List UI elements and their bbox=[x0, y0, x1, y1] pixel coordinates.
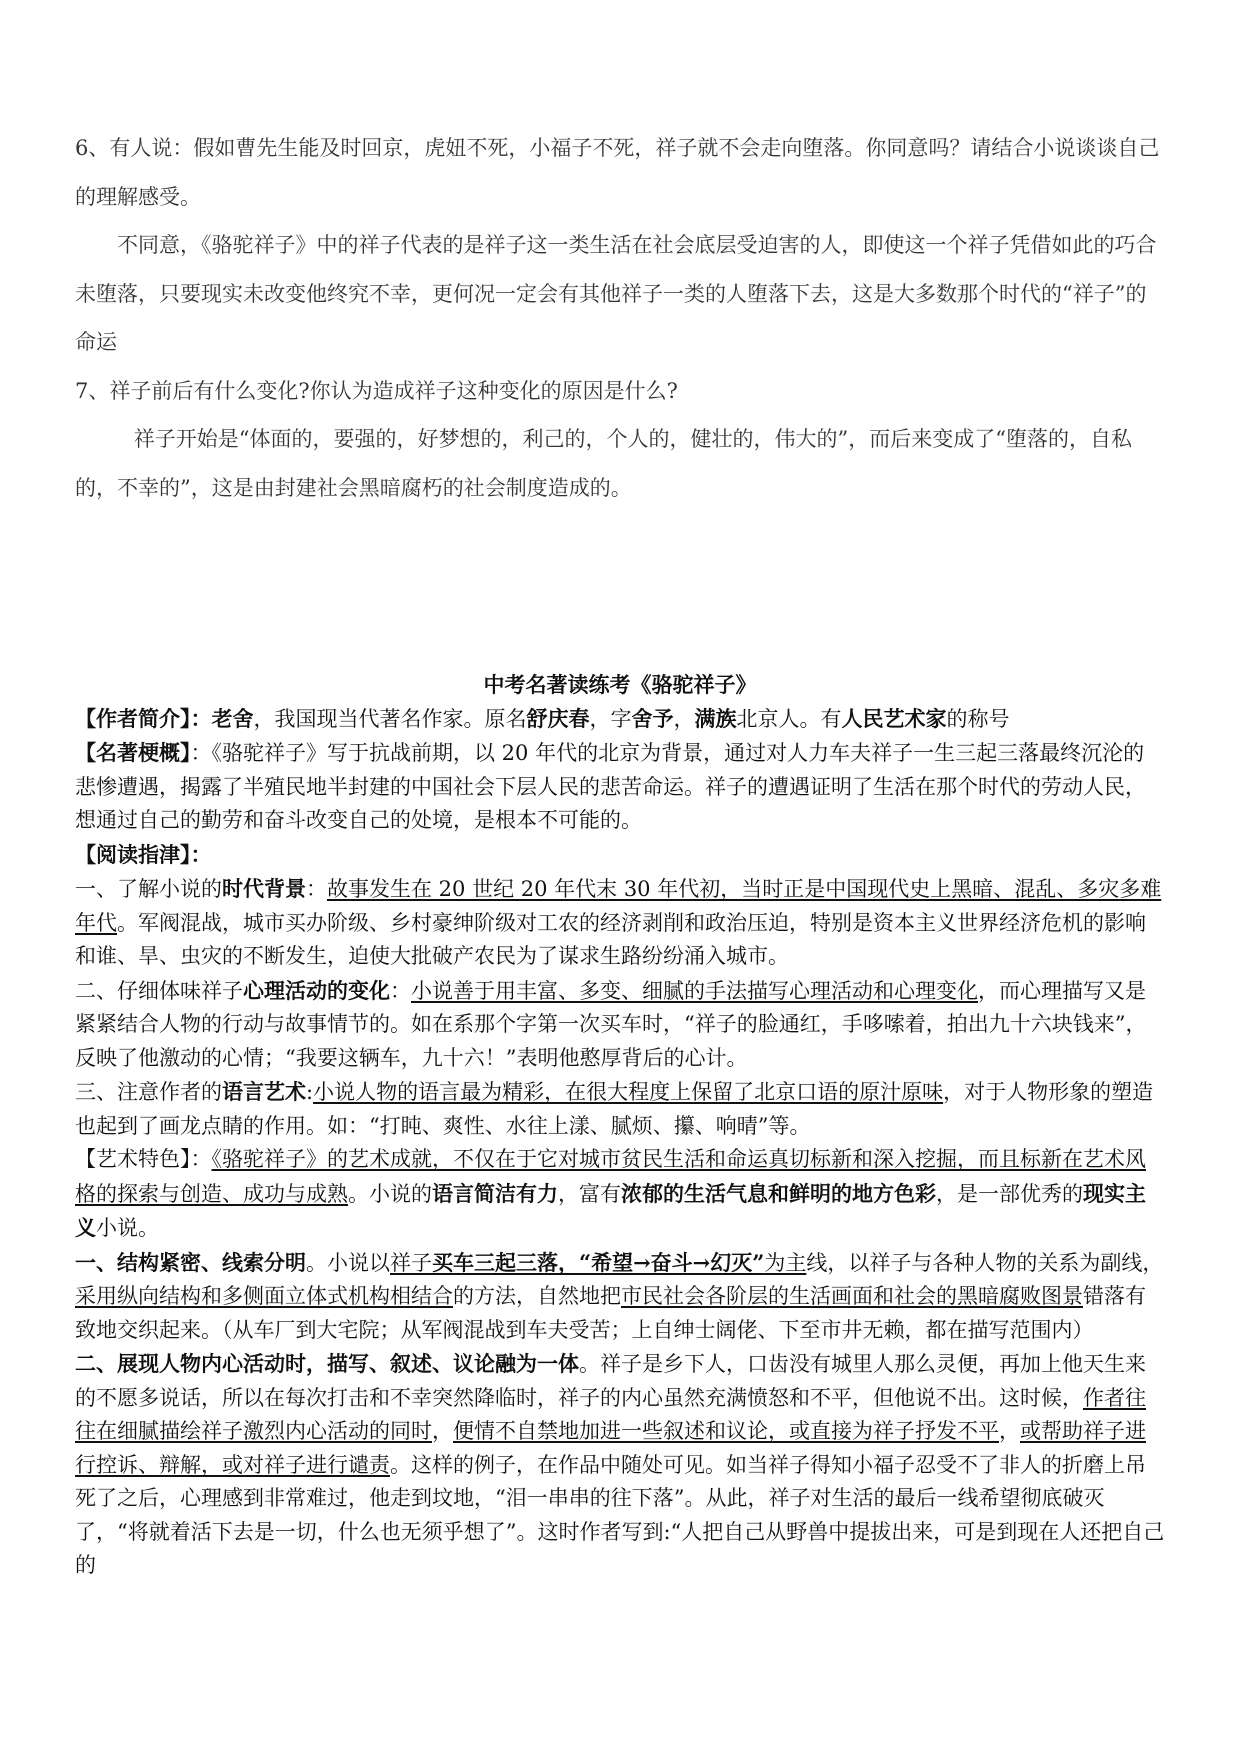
summary-paragraph bbox=[75, 736, 1165, 838]
guide-point-3: 三、注意作者的语言艺术:小说人物的语言最为精彩，在很大程度上保留了北京口语的原汁原味，对于人物形象的塑造也起到了画龙点睛的作用。如：“打盹、爽性、水往上漾、腻烦、攥、响晴”等。 bbox=[75, 1079, 1154, 1138]
guide-point-2: 二、仔细体味祥子心理活动的变化：小说善于用丰富、多变、细腻的手法描写心理活动和心理变化，而心理描写又是紧紧结合人物的行动与故事情节的。如在系那个字第一次买车时，“祥子的脸通红，手哆嗦着，拍出九十六块钱来”，反映了他激动的心情；“我要这辆车，九十六！”表明他憨厚背后的心计。 bbox=[75, 977, 1147, 1070]
answer-7: 祥子开始是“体面的，要强的，好梦想的，利己的，个人的，健壮的，伟大的”，而后来变成了“堕落的，自私的，不幸的”，这是由封建社会黑暗腐朽的社会制度造成的。 bbox=[75, 427, 1133, 500]
art-feature-2: 二、展现人物内心活动时，描写、叙述、议论融为一体。祥子是乡下人，口齿没有城里人那么灵便，再加上他天生来的不愿多说话，所以在每次打击和不幸突然降临时，祥子的内心虽然充满愤怒和不平，但他说不出。这时候，作者往往在细腻描绘祥子激烈内心活动的同时，便情不自禁地加进一些叙述和议论，或直接为祥子抒发不平，或帮助祥子进行控诉、辩解，或对祥子进行谴责。这样的例子，在作品中随处可见。如当祥子得知小福子忍受不了非人的折磨上吊死了之后，心理感到非常难过，他走到坟地，“泪一串串的往下落”。从此，祥子对生活的最后一线希望彻底破灭了，“将就着活下去是一切，什么也无须乎想了”。这时作者写到:“人把自己从野兽中提拔出来，可是到现在人还把自己的 bbox=[75, 1351, 1165, 1577]
question-6: 6、有人说：假如曹先生能及时回京，虎妞不死，小福子不死，祥子就不会走向堕落。你同意吗？请结合小说谈谈自己的理解感受。 bbox=[75, 136, 1160, 209]
author-courtesy-name: 舍予 bbox=[631, 705, 674, 731]
author-intro: 【作者简介】：老舍，我国现当代著名作家。原名舒庆春，字舍予，满族北京人。有人民艺术家的称号 bbox=[75, 705, 1010, 731]
summary-heading: 【名著梗概】 bbox=[75, 740, 191, 765]
art-heading: 【艺术特色】 bbox=[75, 1147, 191, 1171]
author-original-name: 舒庆春 bbox=[526, 705, 590, 731]
guide-heading-line: 【阅读指津】： bbox=[75, 841, 212, 867]
document-title: 中考名著读练考《骆驼祥子》 bbox=[483, 672, 757, 697]
guide-heading: 【阅读指津】 bbox=[75, 841, 191, 867]
art-features-paragraph: 【艺术特色】：《骆驼祥子》的艺术成就，不仅在于它对城市贫民生活和命运真切标新和深入挖掘，而且标新在艺术风格的探索与创造、成功与成熟。小说的语言简洁有力，富有浓郁的生活气息和鲜明的地方色彩，是一部优秀的现实主义小说。 bbox=[75, 1147, 1146, 1240]
summary-text: ：《骆驼祥子》写于抗战前期，以 20 年代的北京为背景，通过对人力车夫祥子一生三起三落最终沉沦的悲惨遭遇，揭露了半殖民地半封建的中国社会下层人民的悲苦命运。祥子的遭遇证明了生活在那个时代的劳动人民，想通过自己的勤劳和奋斗改变自己的处境，是根本不可能的。 bbox=[75, 741, 1146, 832]
answer-6: 不同意，《骆驼祥子》中的祥子代表的是祥子这一类生活在社会底层受迫害的人，即使这一个祥子凭借如此的巧合未堕落，只要现实未改变他终究不幸，更何况一定会有其他祥子一类的人堕落下去，这是大多数那个时代的“祥子”的命运 bbox=[75, 233, 1157, 354]
study-guide-section bbox=[75, 668, 1165, 1583]
guide-point-1: 一、了解小说的时代背景：故事发生在 20 世纪 20 年代末 30 年代初，当时正是中国现代史上黑暗、混乱、多灾多难年代。军阀混战，城市买办阶级、乡村豪绅阶级对工农的经济剥削和政治压迫，特别是资本主义世界经济危机的影响和谁、旱、虫灾的不断发生，迫使大批破产农民为了谋求生路纷纷涌入城市。 bbox=[75, 876, 1162, 968]
author-name: 老舍 bbox=[211, 705, 254, 731]
author-heading: 【作者简介】 bbox=[75, 705, 191, 731]
art-feature-1: 一、结构紧密、线索分明。小说以祥子买车三起三落，“希望→奋斗→幻灭”为主线，以祥子与各种人物的关系为副线，采用纵向结构和多侧面立体式机构相结合的方法，自然地把市民社会各阶层的生活画面和社会的黑暗腐败图景错落有致地交织起来。（从车厂到大宅院；从军阀混战到车夫受苦；上自绅士阔佬、下至市井无赖，都在描写范围内） bbox=[75, 1249, 1164, 1342]
author-ethnicity: 满族 bbox=[694, 705, 737, 731]
qa-section bbox=[75, 124, 1165, 512]
question-7: 7、祥子前后有什么变化?你认为造成祥子这种变化的原因是什么? bbox=[75, 378, 678, 403]
author-honor: 人民艺术家 bbox=[841, 705, 947, 731]
